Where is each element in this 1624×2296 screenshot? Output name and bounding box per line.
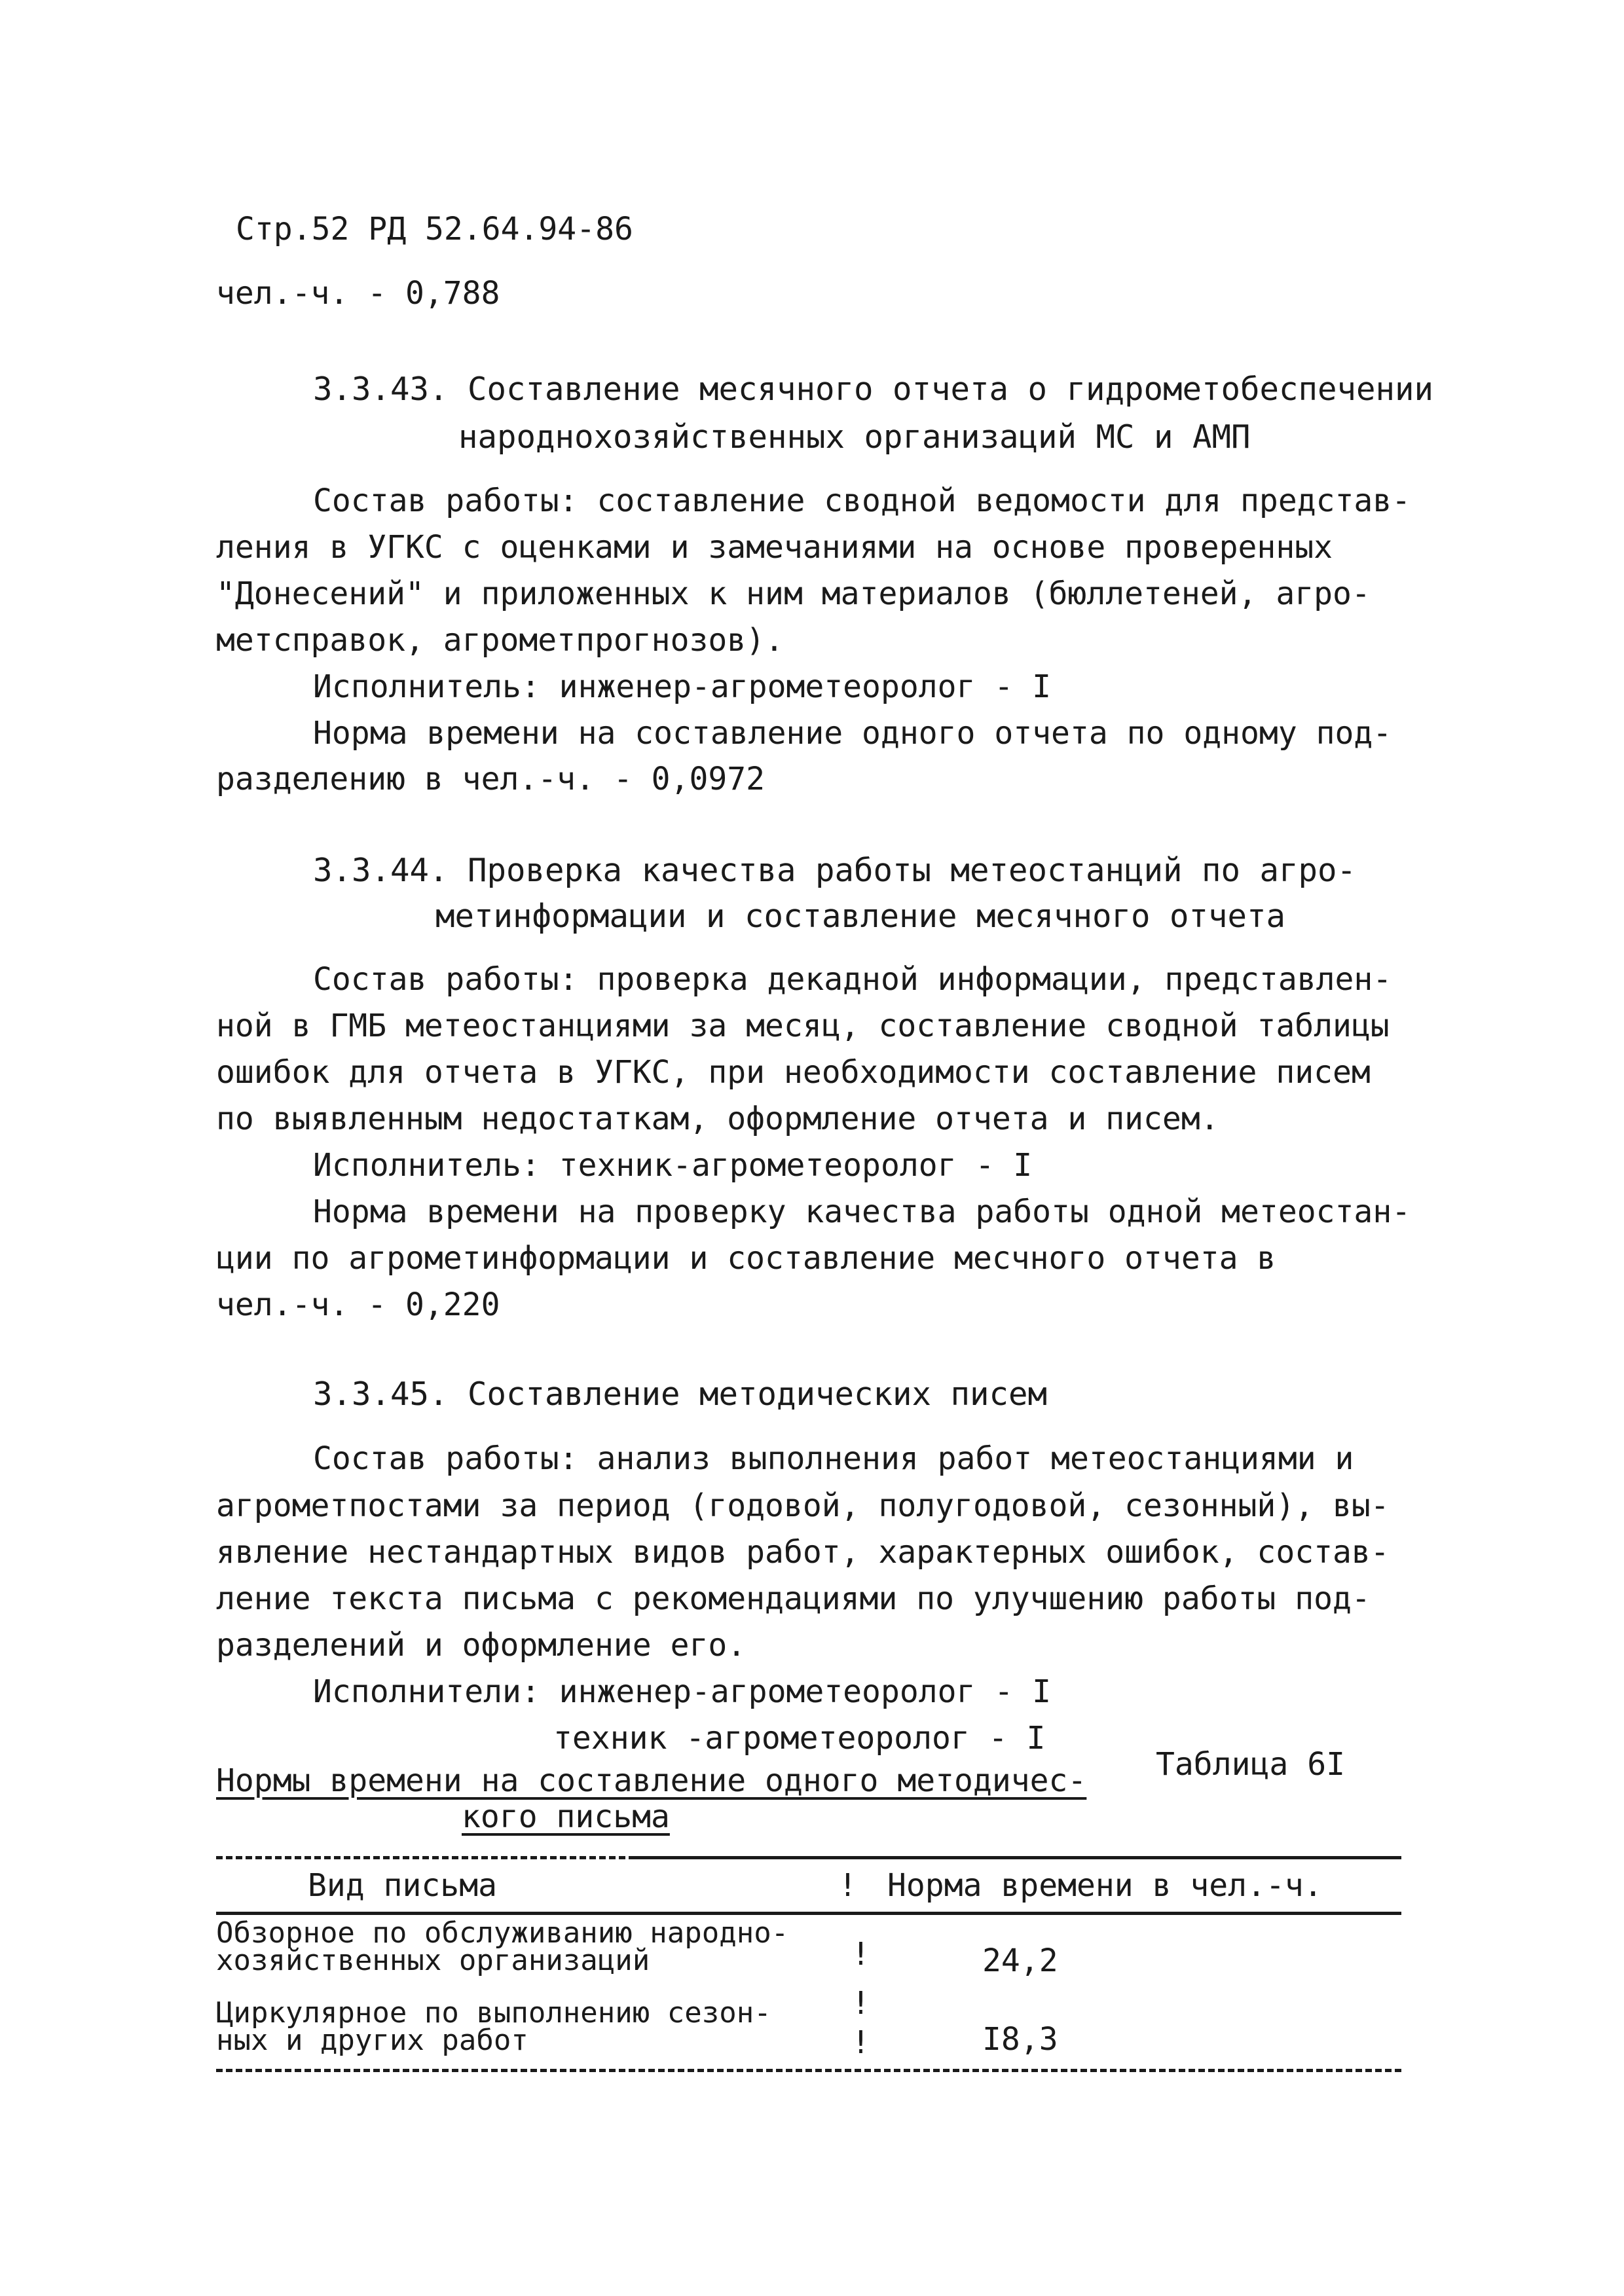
- table-row-2-type: Циркулярное по выполнению сезон-: [216, 1996, 771, 2030]
- section-3-3-43-norm-2: разделению в чел.-ч. - 0,0972: [216, 761, 766, 797]
- table-header-type: Вид письма: [308, 1867, 497, 1904]
- table-row-1-value: 24,2: [982, 1942, 1058, 1979]
- section-3-3-45-work-1: Состав работы: анализ выполнения работ метеостанциями и: [313, 1440, 1354, 1477]
- section-3-3-45-executors-2: техник -агрометеоролог - I: [553, 1720, 1046, 1757]
- table-top-rule-solid: [629, 1856, 1401, 1859]
- section-3-3-45-executors-1: Исполнители: инженер-агрометеоролог - I: [313, 1673, 1052, 1710]
- section-3-3-44-norm-2: ции по агрометинформации и составление месчного отчета в: [216, 1240, 1276, 1277]
- table-caption: Нормы времени на составление одного методичес-: [216, 1762, 1087, 1799]
- table-row-2-type-cont: ных и других работ: [216, 2024, 528, 2057]
- table-number: Таблица 6I: [1156, 1746, 1345, 1783]
- section-3-3-44-work-2: ной в ГМБ метеостанциями за месяц, составление сводной таблицы: [216, 1008, 1390, 1044]
- table-header-separator: !: [838, 1867, 857, 1904]
- table-row-2-separator-bottom: !: [851, 2024, 870, 2061]
- section-3-3-45-work-5: разделений и оформление его.: [216, 1627, 747, 1664]
- section-3-3-45-work-3: явление нестандартных видов работ, характерных ошибок, состав-: [216, 1534, 1390, 1571]
- table-row-2-separator-top: !: [851, 1985, 870, 2022]
- table-caption-cont: кого письма: [462, 1798, 670, 1835]
- section-3-3-43-norm-1: Норма времени на составление одного отчета по одному под-: [313, 715, 1392, 752]
- section-3-3-45-work-4: ление текста письма с рекомендациями по улучшению работы под-: [216, 1580, 1371, 1617]
- table-row-2-value: I8,3: [982, 2021, 1058, 2058]
- previous-norm: чел.-ч. - 0,788: [216, 275, 500, 312]
- table-bottom-rule: [216, 2069, 1401, 2072]
- section-3-3-43-work-2: ления в УГКС с оценками и замечаниями на основе проверенных: [216, 529, 1333, 566]
- section-3-3-43-work-3: "Донесений" и приложенных к ним материалов (бюллетеней, агро-: [216, 575, 1371, 612]
- section-3-3-44-norm-3: чел.-ч. - 0,220: [216, 1286, 500, 1323]
- section-3-3-44-work-3: ошибок для отчета в УГКС, при необходимости составление писем: [216, 1054, 1371, 1091]
- section-3-3-43-title-cont: народнохозяйственных организаций МС и АМП: [458, 418, 1251, 456]
- table-row-1-type: Обзорное по обслуживанию народно-: [216, 1916, 789, 1950]
- section-3-3-44-work-4: по выявленным недостаткам, оформление отчета и писем.: [216, 1101, 1219, 1137]
- table-header-rule: [216, 1912, 1401, 1915]
- table-header-norm: Норма времени в чел.-ч.: [887, 1867, 1323, 1904]
- section-3-3-44-norm-1: Норма времени на проверку качества работы одной метеостан-: [313, 1194, 1411, 1230]
- page-reference: Стр.52 РД 52.64.94-86: [236, 211, 633, 247]
- table-row-1-type-cont: хозяйственных организаций: [216, 1944, 650, 1977]
- section-3-3-43-title: 3.3.43. Составление месячного отчета о гидрометобеспечении: [313, 371, 1434, 408]
- section-3-3-43-work-1: Состав работы: составление сводной ведомости для представ-: [313, 483, 1411, 519]
- section-3-3-44-title-cont: метинформации и составление месячного отчета: [435, 898, 1286, 935]
- section-3-3-44-title: 3.3.44. Проверка качества работы метеостанций по агро-: [313, 852, 1357, 889]
- section-3-3-44-work-1: Состав работы: проверка декадной информации, представлен-: [313, 961, 1392, 998]
- section-3-3-44-executor: Исполнитель: техник-агрометеоролог - I: [313, 1147, 1033, 1184]
- table-row-1-separator: !: [851, 1936, 870, 1973]
- section-3-3-45-title: 3.3.45. Составление методических писем: [313, 1376, 1048, 1413]
- section-3-3-43-work-4: метсправок, агрометпрогнозов).: [216, 622, 784, 659]
- section-3-3-45-work-2: агрометпостами за период (годовой, полугодовой, сезонный), вы-: [216, 1487, 1390, 1524]
- section-3-3-43-executor: Исполнитель: инженер-агрометеоролог - I: [313, 668, 1052, 705]
